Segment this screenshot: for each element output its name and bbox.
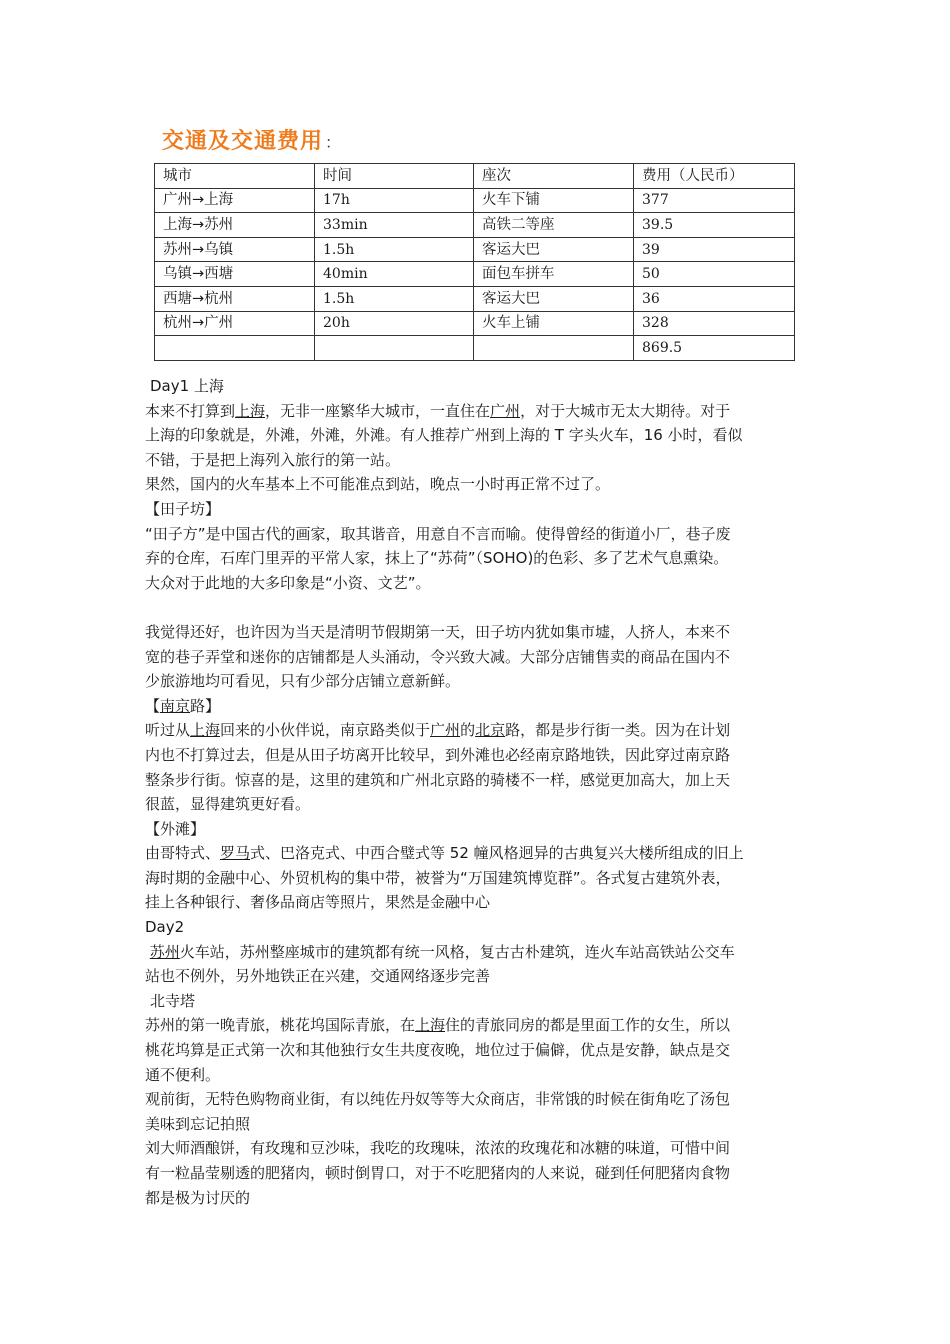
paragraph-line: 宽的巷子弄堂和迷你的店铺都是人头涌动，令兴致大减。大部分店铺售卖的商品在国内不 (145, 647, 731, 666)
table-row (155, 262, 795, 287)
link-shanghai[interactable]: 上海 (190, 721, 221, 740)
paragraph-line: 都是极为讨厌的 (145, 1188, 251, 1207)
section-beisi-pagoda: 北寺塔 (150, 991, 196, 1010)
paragraph-line: 桃花坞算是正式第一次和其他独行女生共度夜晚，地位过于偏僻，优点是安静，缺点是交 (145, 1041, 731, 1060)
text-run: 由哥特式、 (145, 844, 221, 863)
cell-cost: 50 (634, 262, 795, 287)
cell-city: 乌镇→西塘 (155, 262, 315, 287)
day1-heading: Day1 上海 (150, 377, 224, 395)
paragraph-line: 弃的仓库，石库门里弄的平常人家，抹上了“苏荷”（SOHO)的色彩、多了艺术气息熏染。 (145, 549, 729, 568)
text-run: 【 (145, 696, 161, 715)
cell-seat: 火车上铺 (474, 311, 634, 336)
table-row (155, 237, 795, 262)
cell-time: 1.5h (315, 237, 474, 262)
section-heading (162, 124, 342, 155)
paragraph-line (145, 718, 825, 743)
article-body (145, 374, 825, 1210)
paragraph-line: 内也不打算过去，但是从田子坊离开比较早，到外滩也必经南京路地铁，因此穿过南京路 (145, 745, 731, 764)
text-run: 听过从 (145, 721, 191, 740)
cell-cost: 39 (634, 237, 795, 262)
table-total-row (155, 336, 795, 361)
header-cost: 费用（人民币） (634, 164, 795, 189)
link-suzhou[interactable]: 苏州 (149, 942, 180, 961)
text-run: 回来的小伙伴说，南京路类似于 (220, 721, 431, 740)
text-run: 火车站，苏州整座城市的建筑都有统一风格，复古古朴建筑，连火车站高铁站公交车 (179, 942, 735, 961)
table-header-row (155, 164, 795, 189)
paragraph-line: 观前街，无特色购物商业街，有以纯佐丹奴等等大众商店，非常饿的时候在街角吃了汤包 (145, 1090, 731, 1109)
cell-time: 33min (315, 213, 474, 238)
link-rome[interactable]: 罗马 (220, 844, 251, 863)
paragraph-line (145, 940, 825, 965)
link-guangzhou[interactable]: 广州 (490, 401, 521, 420)
paragraph-line: 通不便利。 (145, 1065, 221, 1084)
cell-seat: 客运大巴 (474, 237, 634, 262)
cell-city: 西塘→杭州 (155, 286, 315, 311)
cell-city: 苏州→乌镇 (155, 237, 315, 262)
day2-heading: Day2 (145, 918, 185, 937)
paragraph-line: 果然，国内的火车基本上不可能准点到站，晚点一小时再正常不过了。 (145, 475, 611, 494)
text-run: 路】 (190, 696, 221, 715)
cell-city: 上海→苏州 (155, 213, 315, 238)
paragraph-line: 上海的印象就是，外滩，外滩，外滩。有人推荐广州到上海的 T 字头火车，16 小时，看似 (145, 426, 743, 445)
section-tianzifang: 【田子坊】 (145, 499, 221, 518)
paragraph-line: 海时期的金融中心、外贸机构的集中带，被誉为“万国建筑博览群”。各式复古建筑外表， (145, 868, 731, 887)
paragraph-line: 美味到忘记拍照 (145, 1114, 251, 1133)
paragraph-line: 不错，于是把上海列入旅行的第一站。 (145, 450, 401, 469)
cell-cost: 328 (634, 311, 795, 336)
cell-time: 40min (315, 262, 474, 287)
text-run: 的 (460, 721, 476, 740)
link-beijing[interactable]: 北京 (475, 721, 506, 740)
cell-seat: 火车下铺 (474, 188, 634, 213)
table-row (155, 188, 795, 213)
header-seat: 座次 (474, 164, 634, 189)
paragraph-line: 少旅游地均可看见，只有少部分店铺立意新鲜。 (145, 672, 461, 691)
heading-title: 交通及交通费用 (162, 129, 324, 154)
heading-colon: ： (325, 133, 343, 152)
table-row (155, 213, 795, 238)
cell-time: 20h (315, 311, 474, 336)
paragraph-line (145, 399, 825, 424)
cell-total-cost: 869.5 (634, 336, 795, 361)
text-run: 本来不打算到 (145, 401, 236, 420)
header-time: 时间 (315, 164, 474, 189)
text-run: 苏州的第一晚青旅，桃花坞国际青旅，在 (145, 1016, 416, 1035)
cell-cost: 36 (634, 286, 795, 311)
cell-seat: 高铁二等座 (474, 213, 634, 238)
paragraph-line: 大众对于此地的大多印象是“小资、文艺”。 (145, 573, 431, 592)
paragraph-line (145, 1013, 825, 1038)
text-run: 路，都是步行街一类。因为在计划 (505, 721, 731, 740)
blank-line (145, 595, 825, 620)
cell-seat: 客运大巴 (474, 286, 634, 311)
text-run: ，无非一座繁华大城市，一直住在 (265, 401, 491, 420)
paragraph-line: 整条步行街。惊喜的是，这里的建筑和广州北京路的骑楼不一样，感觉更加高大，加上天 (145, 770, 731, 789)
paragraph-line: 挂上各种银行、奢侈品商店等照片，果然是金融中心 (145, 893, 491, 912)
cell-city: 杭州→广州 (155, 311, 315, 336)
cell-time: 1.5h (315, 286, 474, 311)
paragraph-line: 我觉得还好，也许因为当天是清明节假期第一天，田子坊内犹如集市墟，人挤人，本来不 (145, 622, 731, 641)
paragraph-line: “田子方”是中国古代的画家，取其谐音，用意自不言而喻。使得曾经的街道小厂，巷子废 (145, 524, 731, 543)
link-shanghai[interactable]: 上海 (235, 401, 266, 420)
cell-seat: 面包车拼车 (474, 262, 634, 287)
section-the-bund: 【外滩】 (145, 819, 206, 838)
paragraph-line: 站也不例外，另外地铁正在兴建，交通网络逐步完善 (145, 967, 491, 986)
text-run: 式、巴洛克式、中西合璧式等 52 幢风格迥异的古典复兴大楼所组成的旧上 (250, 844, 744, 863)
transport-fare-table (154, 163, 795, 361)
cell-cost: 39.5 (634, 213, 795, 238)
paragraph-line: 很蓝，显得建筑更好看。 (145, 795, 311, 814)
link-shanghai[interactable]: 上海 (415, 1016, 446, 1035)
section-nanjing-road (145, 694, 825, 719)
paragraph-line: 有一粒晶莹剔透的肥猪肉，顿时倒胃口，对于不吃肥猪肉的人来说，碰到任何肥猪肉食物 (145, 1164, 731, 1182)
text-run: ，对于大城市无太大期待。对于 (520, 401, 731, 420)
table-row (155, 286, 795, 311)
cell-time (315, 336, 474, 361)
link-guangzhou[interactable]: 广州 (430, 721, 461, 740)
cell-city (155, 336, 315, 361)
cell-cost: 377 (634, 188, 795, 213)
text-run: 住的青旅同房的都是里面工作的女生，所以 (445, 1016, 731, 1035)
link-nanjing[interactable]: 南京 (160, 696, 191, 715)
cell-time: 17h (315, 188, 474, 213)
cell-city: 广州→上海 (155, 188, 315, 213)
table-row (155, 311, 795, 336)
paragraph-line: 刘大师酒酿饼，有玫瑰和豆沙味，我吃的玫瑰味，浓浓的玫瑰花和冰糖的味道，可惜中间 (145, 1139, 731, 1158)
header-city: 城市 (155, 164, 315, 189)
paragraph-line (145, 841, 825, 866)
cell-seat (474, 336, 634, 361)
